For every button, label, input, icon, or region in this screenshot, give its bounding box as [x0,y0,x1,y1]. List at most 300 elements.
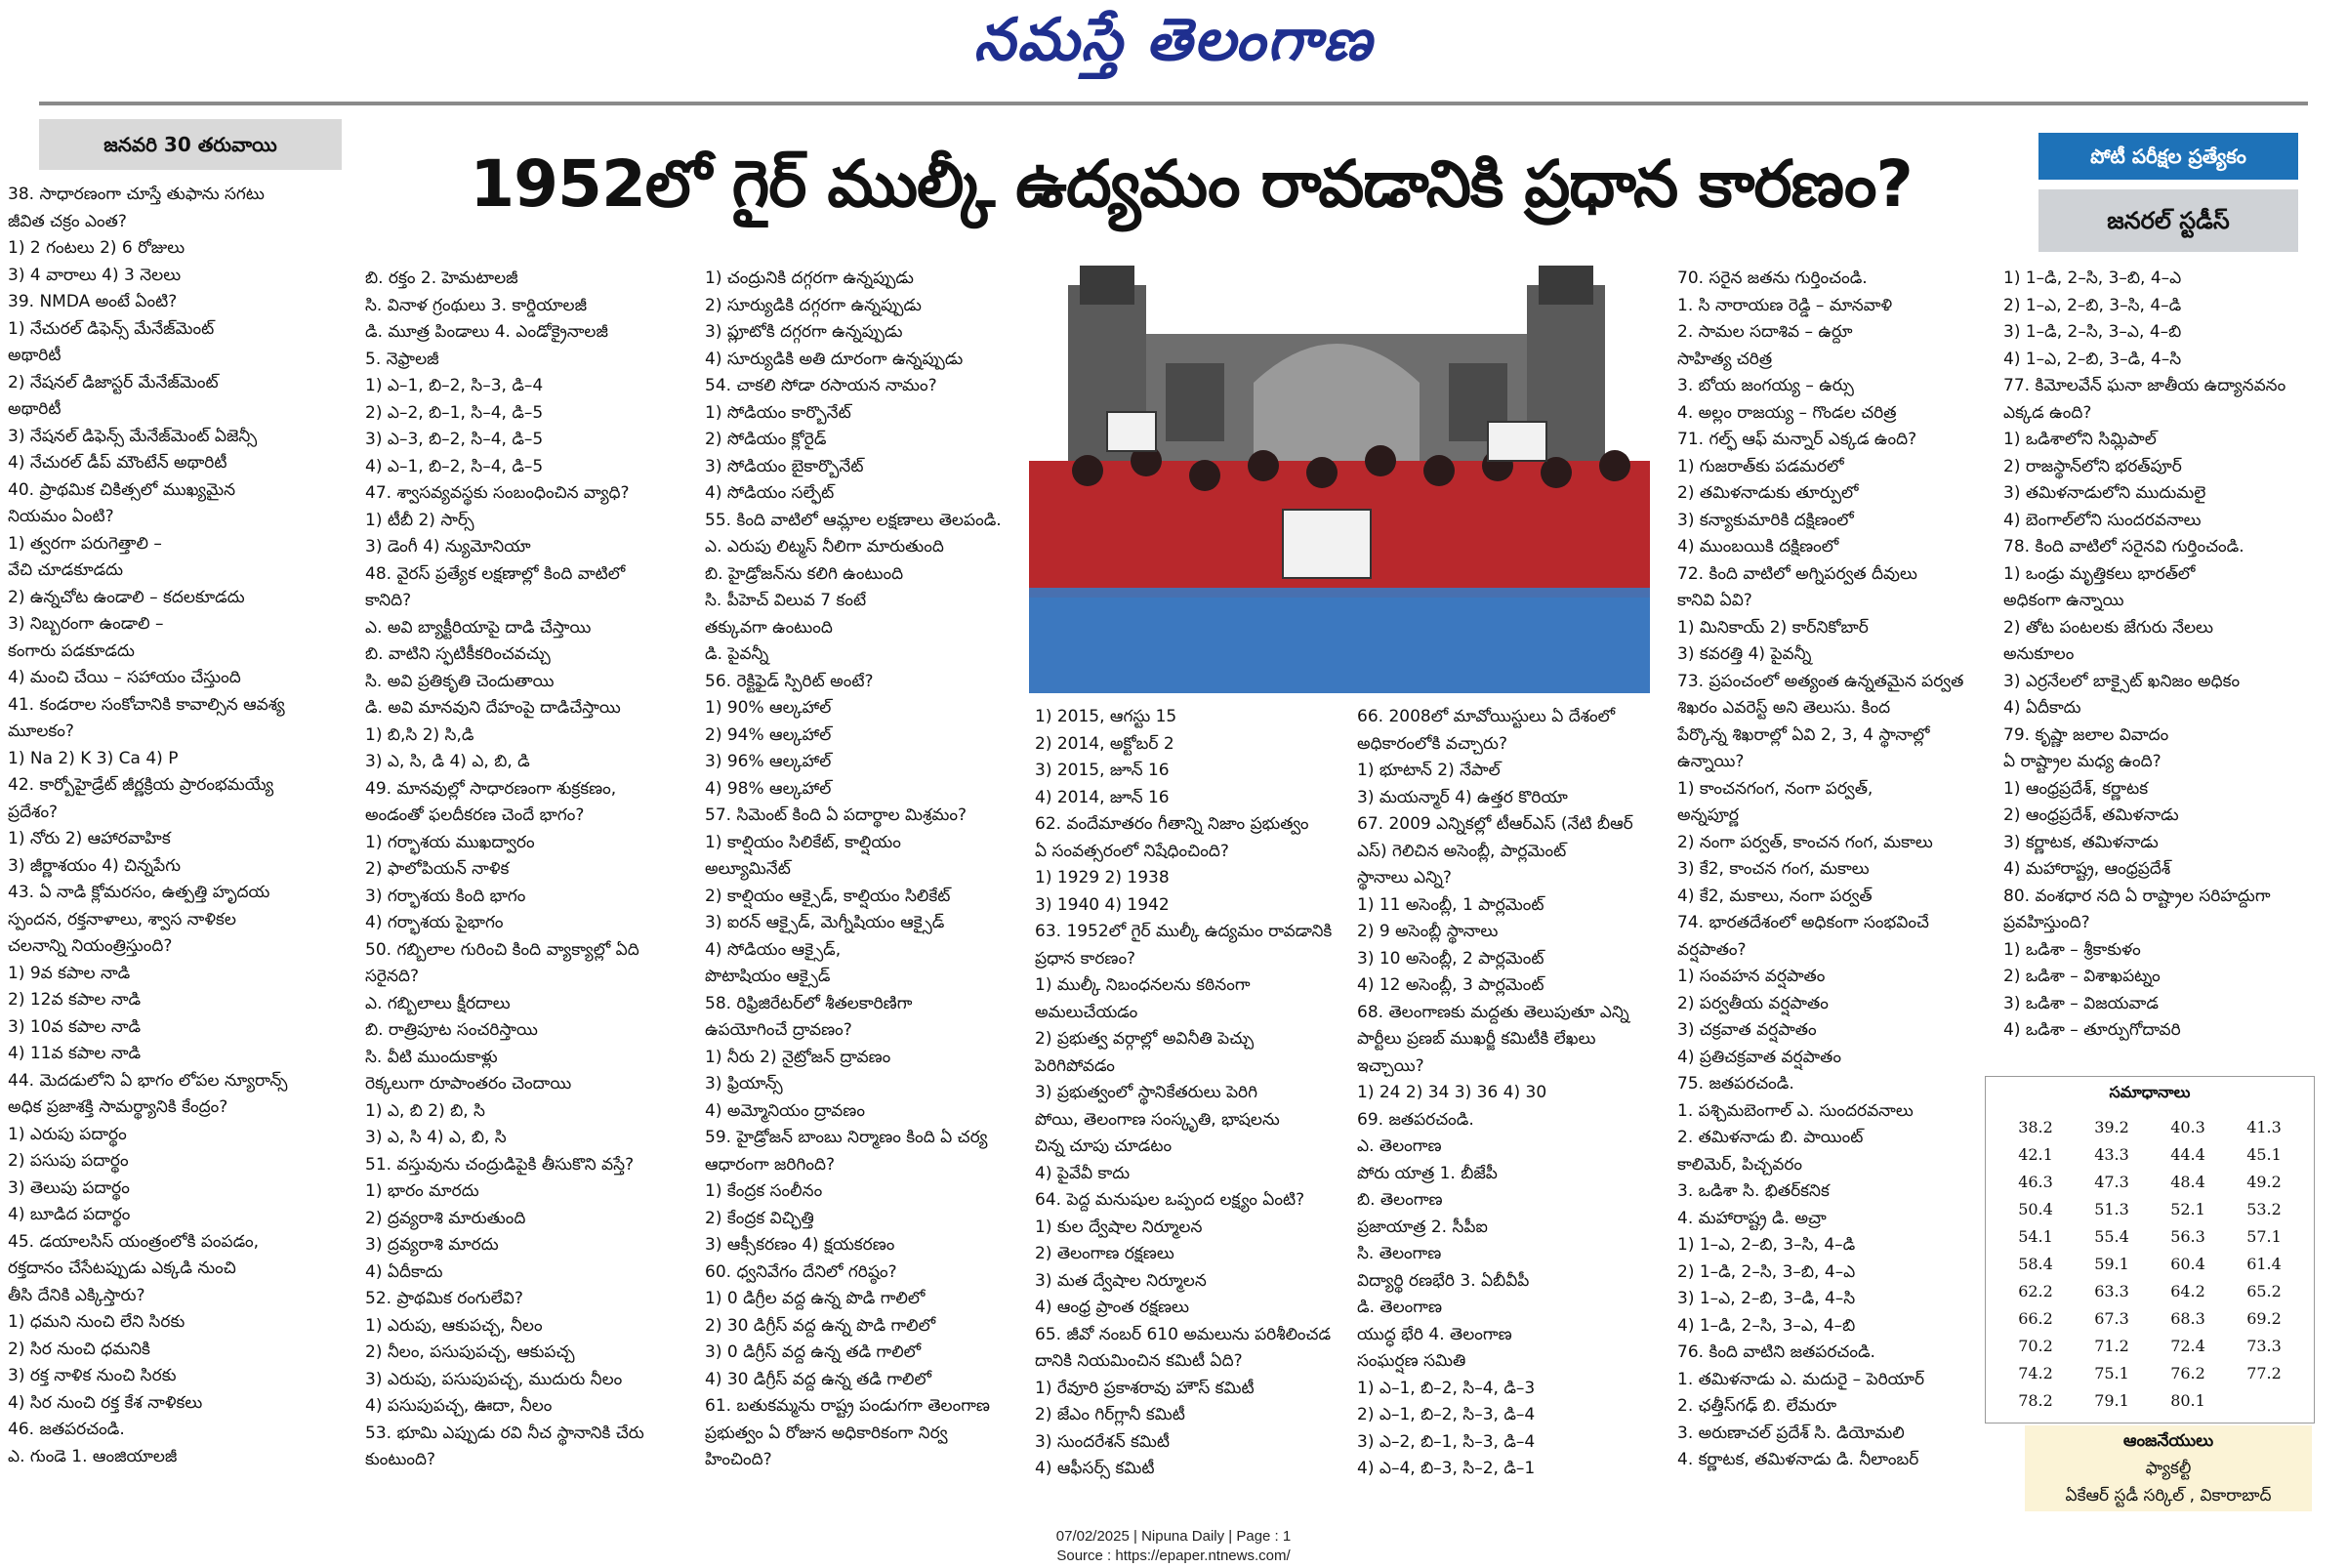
question-line: 3) జీర్ణాశయం 4) చిన్నపేగు [8,855,182,876]
question-line: 3) ద్రవ్యరాశి మారదు [365,1235,499,1255]
question-line: 46. జతపరచండి. [8,1420,125,1439]
question-line: 2) తోట పంటలకు జేగురు నేలలు [2003,617,2213,638]
answer-cell: 54.1 [2018,1226,2053,1246]
question-line: 3) ఫ్రియాన్స్ [705,1074,783,1093]
answer-cell: 66.2 [2018,1308,2053,1328]
answer-key-table [1997,1113,2302,1414]
question-line: అండంతో ఫలదీకరణ చెందే భాగం? [365,805,585,825]
masthead [0,0,2347,98]
question-line: 3) 10 అసెంబ్లీ, 2 పార్లమెంట్ [1357,948,1544,969]
question-line: 1. సి నారాయణ రెడ్డి – మానవాళి [1677,295,1893,315]
question-column-7 [2003,266,2316,1045]
question-line: 52. ప్రాథమిక రంగులేవి? [365,1289,523,1308]
question-line: 2) సిర నుంచి ధమనికి [8,1339,150,1359]
question-line: 4) సూర్యుడికి అతి దూరంగా ఉన్నప్పుడు [705,349,964,369]
answer-cell: 50.4 [2018,1199,2053,1218]
question-line: 51. వస్తువును చంద్రుడిపైకి తీసుకొని వస్తే? [365,1154,635,1175]
question-line: 4) ప్రతిచక్రవాత వర్షపాతం [1677,1047,1842,1067]
question-line: 3) రక్త నాళిక నుంచి సిరకు [8,1366,177,1385]
question-line: 4) సిర నుంచి రక్త కేశ నాళికలు [8,1392,203,1413]
question-line: డి. అవి మానవుని దేహంపై దాడిచేస్తాయి [365,698,621,718]
question-line: నియమం ఏంటి? [8,507,114,526]
question-line: 2) నేషనల్ డిజాస్టర్ మేనేజ్‌మెంట్ [8,372,219,392]
question-line: 58. రిఫ్రిజిరేటర్‌లో శీతలకారిణిగా [705,993,913,1013]
question-line: 4. అల్లం రాజయ్య – గొండల చరిత్ర [1677,402,1897,423]
answer-cell: 58.4 [2018,1254,2053,1273]
question-line: 1) 9వ కపాల నాడి [8,963,131,983]
question-line: 1) ఎ–1, బి–2, సి–3, డి–4 [365,376,544,395]
answer-cell: 77.2 [2246,1363,2282,1382]
question-line: అమలుచేయడం [1035,1002,1138,1022]
question-line: ఎ. గబ్బిలాలు క్షీరదాలు [365,993,511,1013]
question-line: 1) సోడియం కార్బొనేట్ [705,402,851,423]
answer-row [1997,1222,2302,1250]
question-line: 2) 1–డి, 2–సి, 3–బి, 4–ఎ [1677,1261,1856,1282]
question-line: 1) ఒడిశా – శ్రీకాకుళం [2003,939,2141,960]
question-line: ప్రదేశం? [8,802,59,822]
question-line: 1) Na 2) K 3) Ca 4) P [8,748,179,768]
page-headline: 1952లో గైర్ ముల్కీ ఉద్యమం రావడానికి ప్రధాన కారణం? [470,146,1913,222]
answer-cell: 43.3 [2094,1144,2129,1164]
question-line: 4) 30 డిగ్రీస్ వద్ద ఉన్న తడి గాలిలో [705,1369,931,1389]
answer-row [1997,1332,2302,1359]
question-line: 3) 2015, జూన్ 16 [1035,761,1170,780]
question-line: సి. తెలంగాణ [1357,1244,1442,1263]
question-line: 3) ఎర్రనేలలో బాక్సైట్ ఖనిజం అధికం [2003,671,2241,691]
question-line: 60. ధ్వనివేగం దేనిలో గరిష్ఠం? [705,1261,897,1282]
question-line: ఉపయోగించే ద్రావణం? [705,1020,852,1040]
question-line: 1) 1929 2) 1938 [1035,868,1170,887]
answer-cell: 63.3 [2094,1281,2129,1300]
question-line: 3) ప్రభుత్వంలో స్థానికేతరులు పెరిగి [1035,1083,1258,1102]
question-line: పెరిగిపోవడం [1035,1055,1115,1076]
question-line: 4) ఎ–1, బి–2, సి–4, డి–5 [365,456,544,476]
question-line: 40. ప్రాథమిక చికిత్సలో ముఖ్యమైన [8,479,236,500]
question-line: 4) ఏదీకాదు [2003,698,2081,718]
answer-cell: 42.1 [2018,1144,2053,1164]
question-line: 2) ఫాలోపియన్ నాళిక [365,859,510,879]
question-line: 4) కే2, మకాలు, నంగా పర్వత్ [1677,886,1873,906]
question-line: 2) కేంద్రక విచ్ఛిత్తి [705,1208,814,1228]
question-column-4 [1035,704,1347,1483]
question-line: 1) కాల్షియం సిలికేట్, కాల్షియం [705,832,901,852]
question-line: 4) పైవేవీ కాదు [1035,1163,1131,1183]
answer-cell: 68.3 [2170,1308,2205,1328]
question-line: 3) ఎ–2, బి–1, సి–3, డి–4 [1357,1431,1536,1452]
question-line: 1) నీరు 2) నైట్రోజన్ ద్రావణం [705,1047,891,1067]
question-line: బి. వాటిని స్ఫటికీకరించవచ్చు [365,644,551,664]
question-line: 4) ఏదీకాదు [365,1261,443,1282]
question-line: ఎస్) గెలిచిన అసెంబ్లీ, పార్లమెంట్ [1357,841,1567,861]
question-line: 50. గబ్బిలాల గురించి కింది వ్యాక్యాల్లో ఏది [365,939,639,960]
question-line: 76. కింది వాటిని జతపరచండి. [1677,1342,1875,1362]
question-line: 1) ఎరుపు పదార్థం [8,1124,127,1144]
question-line: 1) 11 అసెంబ్లీ, 1 పార్లమెంట్ [1357,894,1544,915]
masthead-rule [39,102,2308,105]
question-line: 61. బతుకమ్మను రాష్ట్ర పండుగగా తెలంగాణ [705,1396,990,1416]
footer-source-line: Source : https://epaper.ntnews.com/ [1056,1547,1291,1564]
question-line: అనుకూలం [2003,644,2075,664]
question-line: 64. పెద్ద మనుషుల ఒప్పంద లక్ష్యం ఏంటి? [1035,1190,1305,1210]
question-line: 70. సరైన జతను గుర్తించండి. [1677,268,1868,288]
question-line: 3) చక్రవాత వర్షపాతం [1677,1020,1817,1040]
question-line: 1) 2 గంటలు 2) 6 రోజులు [8,238,185,258]
question-line: 1) నేచురల్ డిఫెన్స్ మేనేజ్‌మెంట్ [8,318,215,339]
question-line: 49. మానవుల్లో సాధారణంగా శుక్రకణం, [365,778,617,799]
question-line: పార్టీలు ప్రణబ్ ముఖర్జీ కమిటీకి లేఖలు [1357,1029,1596,1049]
question-line: కుంటుంది? [365,1450,436,1469]
question-line: 3) ఐరన్ ఆక్సైడ్, మెగ్నీషియం ఆక్సైడ్ [705,913,945,932]
question-line: 2) 1–ఎ, 2–బి, 3–సి, 4–డి [2003,295,2182,315]
question-line: ఏ రాష్ట్రాల మధ్య ఉంది? [2003,752,2162,771]
question-line: 4) మంచి చేయి – సహాయం చేస్తుంది [8,668,241,687]
question-line: సి. అవి ప్రతికృతి చెందుతాయి [365,671,555,691]
question-line: 4) మహారాష్ట్ర, ఆంధ్రప్రదేశ్ [2003,859,2171,879]
question-column-1 [8,182,348,1470]
question-line: 4) గర్భాశయ పైభాగం [365,913,504,932]
question-line: 1) ఆంధ్రప్రదేశ్, కర్ణాటక [2003,778,2149,799]
question-line: తక్కువగా ఉంటుంది [705,617,833,638]
question-column-6 [1677,266,1996,1474]
question-line: 2) 30 డిగ్రీస్ వద్ద ఉన్న పొడి గాలిలో [705,1315,936,1336]
answer-cell: 62.2 [2018,1281,2053,1300]
question-line: 1) ఎ, బి 2) బి, సి [365,1100,485,1121]
question-line: 3) 0 డిగ్రీస్ వద్ద ఉన్న తడి గాలిలో [705,1342,922,1362]
question-line: 45. డయాలసిస్ యంత్రంలోకి పంపడం, [8,1231,259,1252]
question-line: 77. కిమోలవేన్ ఘనా జాతీయ ఉద్యానవనం [2003,376,2286,395]
answer-cell: 47.3 [2094,1172,2129,1191]
question-line: 1) ఎరుపు, ఆకుపచ్చ, నీలం [365,1315,543,1336]
answer-cell: 51.3 [2094,1199,2129,1218]
question-line: 1) 90% ఆల్కహాల్ [705,698,832,718]
question-line: స్పందన, రక్తనాళాలు, శ్వాస నాళికల [8,909,236,929]
answer-cell: 73.3 [2246,1336,2282,1355]
question-line: 4) 2014, జూన్ 16 [1035,787,1170,807]
question-line: ఆధారంగా జరిగింది? [705,1154,836,1175]
question-line: ప్రభుత్వం ఏ రోజున అధికారికంగా నిర్వ [705,1423,948,1443]
question-line: 3) మయన్మార్ 4) ఉత్తర కొరియా [1357,787,1568,807]
question-line: శిఖరం ఎవరెస్ట్ అని తెలుసు. కింద [1677,698,1891,718]
question-line: 1) టీబీ 2) సార్స్ [365,510,474,530]
question-line: కాలిమెర్, పిచ్చవరం [1677,1154,1803,1175]
question-line: 71. గల్ఫ్ ఆఫ్ మన్నార్ ఎక్కడ ఉంది? [1677,430,1917,449]
question-line: 54. చాకలి సోడా రసాయన నామం? [705,376,937,395]
question-line: 55. కింది వాటిలో ఆమ్లాల లక్షణాలు తెలపండి. [705,510,1002,530]
answer-cell: 60.4 [2170,1254,2205,1273]
question-line: 4) 98% ఆల్కహాల్ [705,778,832,799]
question-line: 3) నేషనల్ డిఫెన్స్ మేనేజ్‌మెంట్ ఏజెన్సీ [8,426,258,446]
question-line: 1) భూటాన్ 2) నేపాల్ [1357,761,1501,780]
question-line: కానివి ఏవి? [1677,591,1752,610]
question-line: విద్యార్థి రణభేరి 3. ఏబీవీపీ [1357,1270,1530,1291]
question-line: 72. కింది వాటిలో అగ్నిపర్వత దీవులు [1677,563,1917,584]
question-line: 4) అమ్మోనియం ద్రావణం [705,1100,865,1121]
answer-cell: 67.3 [2094,1308,2129,1328]
answer-key-title: సమాధానాలు [2109,1083,2191,1101]
question-line: 2. తమిళనాడు బి. పాయింట్ [1677,1128,1864,1147]
question-line: 1) 0 డిగ్రీల వద్ద ఉన్న పొడి గాలిలో [705,1289,926,1308]
question-line: 1) కేంద్రక సంలీనం [705,1181,823,1201]
question-line: 53. భూమి ఎప్పుడు రవి నీచ స్థానానికి చేరు [365,1423,644,1443]
question-line: 1. తమిళనాడు ఎ. మదురై – పెరియార్ [1677,1369,1925,1389]
question-line: 1) ధమని నుంచి లేని సిరకు [8,1312,185,1332]
question-line: 3) 1–ఎ, 2–బి, 3–డి, 4–సి [1677,1289,1856,1308]
question-line: 4) సోడియం సల్ఫేట్ [705,483,835,503]
question-column-2 [365,266,687,1474]
question-line: 3) కవరత్తి 4) పైవన్నీ [1677,644,1812,664]
question-line: 4) ఆంధ్ర ప్రాంత రక్షణలు [1035,1298,1189,1317]
question-line: ఇచ్చాయి? [1357,1055,1424,1076]
question-line: 1) ఒడిశాలోని సిమ్లిపాల్ [2003,430,2157,449]
question-line: 39. NMDA అంటే ఏంటి? [8,292,178,311]
question-line: 1) భారం మారదు [365,1181,479,1201]
question-line: 1) నోరు 2) ఆహారవాహిక [8,829,171,848]
question-line: 73. ప్రపంచంలో అత్యంత ఉన్నతమైన పర్వత [1677,671,1964,691]
author-org: ఏకేఆర్ స్టడీ సర్కిల్ , వికారాబాద్ [2065,1486,2272,1506]
answer-cell: 79.1 [2094,1390,2129,1410]
answer-cell: 70.2 [2018,1336,2053,1355]
answer-cell: 46.3 [2018,1172,2053,1191]
question-line: పేర్కొన్న శిఖరాల్లో ఏవి 2, 3, 4 స్థానాల్లో [1677,724,1930,745]
question-line: 2) నంగా పర్వత్, కాంచన గంగ, మకాలు [1677,832,1933,852]
question-line: 3. ఒడిశా సి. భితర్‌కనిక [1677,1181,1830,1201]
question-line: 4) 11వ కపాల నాడి [8,1044,142,1063]
question-line: 1) 1–డి, 2–సి, 3–బి, 4–ఎ [2003,268,2182,288]
question-line: 4) ఎ–4, బి–3, సి–2, డి–1 [1357,1459,1536,1478]
answer-cell: 57.1 [2246,1226,2282,1246]
question-line: 3) ఎ, సి 4) ఎ, బి, సి [365,1128,507,1147]
question-line: 2) 9 అసెంబ్లీ స్థానాలు [1357,922,1499,941]
author-role: ఫ్యాకల్టీ [2145,1459,2192,1478]
question-line: 4) ఆఫీసర్స్ కమిటీ [1035,1459,1155,1478]
page-footer [0,1527,2347,1566]
question-line: 3) ప్లూటోకి దగ్గరగా ఉన్నప్పుడు [705,322,903,342]
answer-cell: 75.1 [2094,1363,2129,1382]
question-line: 66. 2008లో మావోయిస్టులు ఏ దేశంలో [1357,707,1616,726]
question-line: ఎ. తెలంగాణ [1357,1136,1442,1156]
question-line: 48. వైరస్ ప్రత్యేక లక్షణాల్లో కింది వాటిలో [365,563,626,584]
question-line: 74. భారతదేశంలో అధికంగా సంభవించే [1677,913,1929,932]
answer-cell: 38.2 [2018,1117,2053,1136]
question-line: అన్నపూర్ణ [1677,805,1739,825]
question-line: 62. వందేమాతరం గీతాన్ని నిజాం ప్రభుత్వం [1035,814,1309,834]
question-line: 1) గర్భాశయ ముఖద్వారం [365,832,535,852]
section-tag-general-studies: జనరల్ స్టడీస్ [2038,189,2298,252]
question-line: 3) కే2, కాంచన గంగ, మకాలు [1677,859,1870,879]
question-line: 68. తెలంగాణకు మద్దతు తెలుపుతూ ఎన్ని [1357,1002,1629,1022]
question-line: 4) బూడిద పదార్థం [8,1205,131,1224]
answer-cell [2226,1386,2302,1414]
answer-row [1997,1250,2302,1277]
question-line: అథారిటీ [8,346,62,365]
answer-row [1997,1304,2302,1332]
question-line: 2) జేఎం గిర్‌గ్లానీ కమిటీ [1035,1405,1185,1424]
answer-cell: 78.2 [2018,1390,2053,1410]
question-line: 1) 24 2) 34 3) 36 4) 30 [1357,1083,1547,1102]
question-line: 3) 10వ కపాల నాడి [8,1016,142,1037]
question-line: 3) మత ద్వేషాల నిర్మూలన [1035,1270,1207,1291]
question-line: 63. 1952లో గైర్ ముల్కీ ఉద్యమం రావడానికి [1035,922,1333,941]
question-line: అథారిటీ [8,399,62,419]
question-line: 57. సిమెంట్ కింది ఏ పదార్థాల మిశ్రమం? [705,805,968,825]
answer-cell: 56.3 [2170,1226,2205,1246]
answer-cell: 45.1 [2246,1144,2282,1164]
question-line: 3) ఆక్సీకరణం 4) క్షయకరణం [705,1235,895,1255]
question-line: 1) త్వరగా పరుగెత్తాలి – [8,533,162,554]
question-line: 4. మహారాష్ట్ర డి. అచ్రా [1677,1208,1827,1228]
question-line: ఎ. గుండె 1. ఆంజియాలజీ [8,1446,178,1466]
question-line: 2) 12వ కపాల నాడి [8,990,142,1010]
answer-cell: 55.4 [2094,1226,2129,1246]
question-line: 69. జతపరచండి. [1357,1109,1474,1130]
answer-row [1997,1168,2302,1195]
question-line: 3) తమిళనాడులోని ముదుమలై [2003,483,2206,503]
question-line: సరైనది? [365,967,419,986]
question-line: తీసి దేనికి ఎక్కిస్తారు? [8,1285,145,1305]
question-line: జీవిత చక్రం ఎంత? [8,211,127,231]
question-line: ప్రధాన కారణం? [1035,948,1136,969]
question-line: 2) ఎ–2, బి–1, సి–4, డి–5 [365,402,544,423]
question-line: ఉన్నాయి? [1677,752,1745,771]
question-line: 3) డెంగీ 4) న్యుమోనియా [365,537,531,557]
answer-cell: 49.2 [2246,1172,2282,1191]
question-line: 3. అరుణాచల్ ప్రదేశ్ సి. డియోమలి [1677,1423,1905,1443]
question-line: 3) సోడియం బైకార్బొనేట్ [705,456,864,476]
question-column-3 [705,266,1027,1474]
question-line: 2) సోడియం క్లోరైడ్ [705,430,827,449]
answer-cell: 74.2 [2018,1363,2053,1382]
question-line: కానిది? [365,591,412,610]
question-line: 3) ఒడిశా – విజయవాడ [2003,993,2159,1013]
question-line: 67. 2009 ఎన్నికల్లో టీఆర్ఎస్ (నేటి బీఆర్ [1357,814,1633,834]
question-line: 1) 1–ఎ, 2–బి, 3–సి, 4–డి [1677,1235,1856,1255]
answer-cell: 72.4 [2170,1336,2205,1355]
answer-cell: 80.1 [2170,1390,2205,1410]
question-line: 2) తమిళనాడుకు తూర్పులో [1677,483,1859,503]
question-line: 2) కాల్షియం ఆక్సైడ్, కాల్షియం సిలికేట్ [705,886,951,906]
question-line: సంఘర్షణ సమితి [1357,1351,1466,1371]
question-line: ఎక్కడ ఉంది? [2003,402,2092,423]
protest-photo [1029,266,1650,693]
question-line: 2) పసుపు పదార్థం [8,1151,129,1171]
question-line: కంగారు పడకూడదు [8,640,135,661]
question-line: 2) ఆంధ్రప్రదేశ్, తమిళనాడు [2003,805,2179,825]
question-line: వర్షపాతం? [1677,939,1747,960]
question-line: దానికి నియమించిన కమిటీ ఏది? [1035,1351,1243,1371]
question-line: ఏ సంవత్సరంలో నిషేధించింది? [1035,841,1229,861]
question-line: చిన్న చూపు చూడటం [1035,1136,1173,1156]
question-line: 1) కాంచనగంగ, నంగా పర్వత్, [1677,778,1873,799]
question-line: 3) సుందరేశన్ కమిటీ [1035,1431,1171,1452]
question-line: 3) గర్భాశయ కింది భాగం [365,886,526,906]
question-line: డి. మూత్ర పిండాలు 4. ఎండోక్రైనాలజీ [365,322,608,342]
question-line: 2) పర్వతీయ వర్షపాతం [1677,993,1829,1013]
question-line: డి. పైవన్నీ [705,644,769,664]
answer-key-box [1985,1076,2315,1424]
question-line: 59. హైడ్రోజన్ బాంబు నిర్మాణం కింది ఏ చర్య [705,1128,988,1147]
question-line: ఎ. అవి బ్యాక్టీరియాపై దాడి చేస్తాయి [365,617,592,638]
continued-from-label: జనవరి 30 తరువాయి [39,119,342,170]
question-line: 4) పసుపుపచ్చ, ఊదా, నీలం [365,1396,553,1416]
question-line: 47. శ్వాసవ్యవస్థకు సంబంధించిన వ్యాధి? [365,483,630,503]
question-line: 1) రేవూరి ప్రకాశరావు హౌస్ కమిటీ [1035,1378,1255,1398]
protest-illustration [1029,266,1650,693]
question-line: 3) కన్యాకుమారికి దక్షిణంలో [1677,510,1854,530]
question-line: అల్యూమినేట్ [705,859,791,879]
question-line: 3) కర్ణాటక, తమిళనాడు [2003,832,2159,852]
question-line: 4) సోడియం ఆక్సైడ్, [705,939,842,960]
question-line: పోరు యాత్ర 1. బీజేపీ [1357,1163,1498,1183]
question-line: అధికంగా ఉన్నాయి [2003,591,2124,610]
question-line: 1) ఒండ్రు మృత్తికలు భారత్‌లో [2003,563,2196,584]
question-line: 1) కుల ద్వేషాల నిర్మూలన [1035,1217,1203,1237]
newspaper-logo: నమస్తే తెలంగాణ [973,6,1374,74]
question-line: మూలకం? [8,722,74,741]
question-line: 75. జతపరచండి. [1677,1074,1794,1093]
question-line: చలనాన్ని నియంత్రిస్తుంది? [8,936,173,956]
question-line: 3) ఎరుపు, పసుపుపచ్చ, ముదురు నీలం [365,1369,623,1389]
answer-row [1997,1140,2302,1168]
question-line: రక్తదానం చేసేటప్పుడు ఎక్కడి నుంచి [8,1259,236,1278]
question-line: 2) ఎ–1, బి–2, సి–3, డి–4 [1357,1405,1536,1424]
question-line: 3) ఎ, సి, డి 4) ఎ, బి, డి [365,752,530,771]
question-line: 1) ఎ–1, బి–2, సి–4, డి–3 [1357,1378,1536,1398]
question-line: సి. వీటి ముందుకాళ్లు [365,1047,498,1067]
answer-row [1997,1195,2302,1222]
question-line: 3) నిబ్బరంగా ఉండాలి – [8,614,164,634]
question-line: 2. ఛత్తీస్‌గఢ్ బి. లేమరూ [1677,1396,1837,1416]
question-line: 4) నేచురల్ డీప్ మౌంటేన్ అథారిటీ [8,453,227,473]
question-line: సి. వినాళ గ్రంథులు 3. కార్డియాలజీ [365,295,588,315]
author-credit [2025,1425,2312,1511]
question-line: 65. జీవో నంబర్ 610 అమలును పరిశీలించడ [1035,1324,1332,1344]
question-line: డి. తెలంగాణ [1357,1298,1442,1317]
question-line: 56. రెక్టిఫైడ్ స్పిరిట్ అంటే? [705,671,874,691]
answer-cell: 59.1 [2094,1254,2129,1273]
question-line: రెక్కలుగా రూపాంతరం చెందాయి [365,1074,572,1093]
question-line: స్థానాలు ఎన్ని? [1357,868,1452,887]
question-line: 41. కండరాల సంకోచానికి కావాల్సిన ఆవశ్య [8,694,285,715]
question-line: 1) మినికాయ్ 2) కార్‌నికోబార్ [1677,617,1869,638]
question-line: 1) 2015, ఆగస్టు 15 [1035,707,1177,726]
question-line: 2) ఒడిశా – విశాఖపట్నం [2003,967,2161,986]
question-line: 80. వంశధార నది ఏ రాష్ట్రాల సరిహద్దుగా [2003,886,2271,906]
question-line: 79. కృష్ణా జలాల వివాదం [2003,724,2169,745]
question-line: 2) నీలం, పసుపుపచ్చ, ఆకుపచ్చ [365,1342,575,1362]
question-line: 2) ప్రభుత్వ వర్గాల్లో అవినీతి పెచ్చు [1035,1029,1255,1049]
question-line: 2) ద్రవ్యరాశి మారుతుంది [365,1208,526,1228]
answer-cell: 48.4 [2170,1172,2205,1191]
answer-cell: 41.3 [2246,1117,2282,1136]
answer-cell: 44.4 [2170,1144,2205,1164]
answer-row [1997,1359,2302,1386]
answer-cell: 52.1 [2170,1199,2205,1218]
answer-cell: 40.3 [2170,1117,2205,1136]
question-line: 1) సంవహన వర్షపాతం [1677,967,1826,986]
answer-row [1997,1277,2302,1304]
question-line: 1) ముల్కీ నిబంధనలను కఠినంగా [1035,975,1251,995]
question-line: 3) తెలుపు పదార్థం [8,1177,130,1198]
question-line: 4) 1–డి, 2–సి, 3–ఎ, 4–బి [1677,1315,1856,1336]
question-line: 4) 12 అసెంబ్లీ, 3 పార్లమెంట్ [1357,975,1544,995]
answer-cell: 71.2 [2094,1336,2129,1355]
question-line: 42. కార్బోహైడ్రేట్ జీర్ణక్రియ ప్రారంభమయ్యే [8,775,274,795]
question-line: 3) 96% ఆల్కహాల్ [705,752,832,771]
question-line: అధిక ప్రజాశక్తి సామర్థ్యానికి కేంద్రం? [8,1097,228,1117]
question-line: ప్రవహిస్తుంది? [2003,913,2090,932]
question-line: 5. నెఫ్రాలజీ [365,349,439,369]
question-line: 2) 94% ఆల్కహాల్ [705,724,832,745]
